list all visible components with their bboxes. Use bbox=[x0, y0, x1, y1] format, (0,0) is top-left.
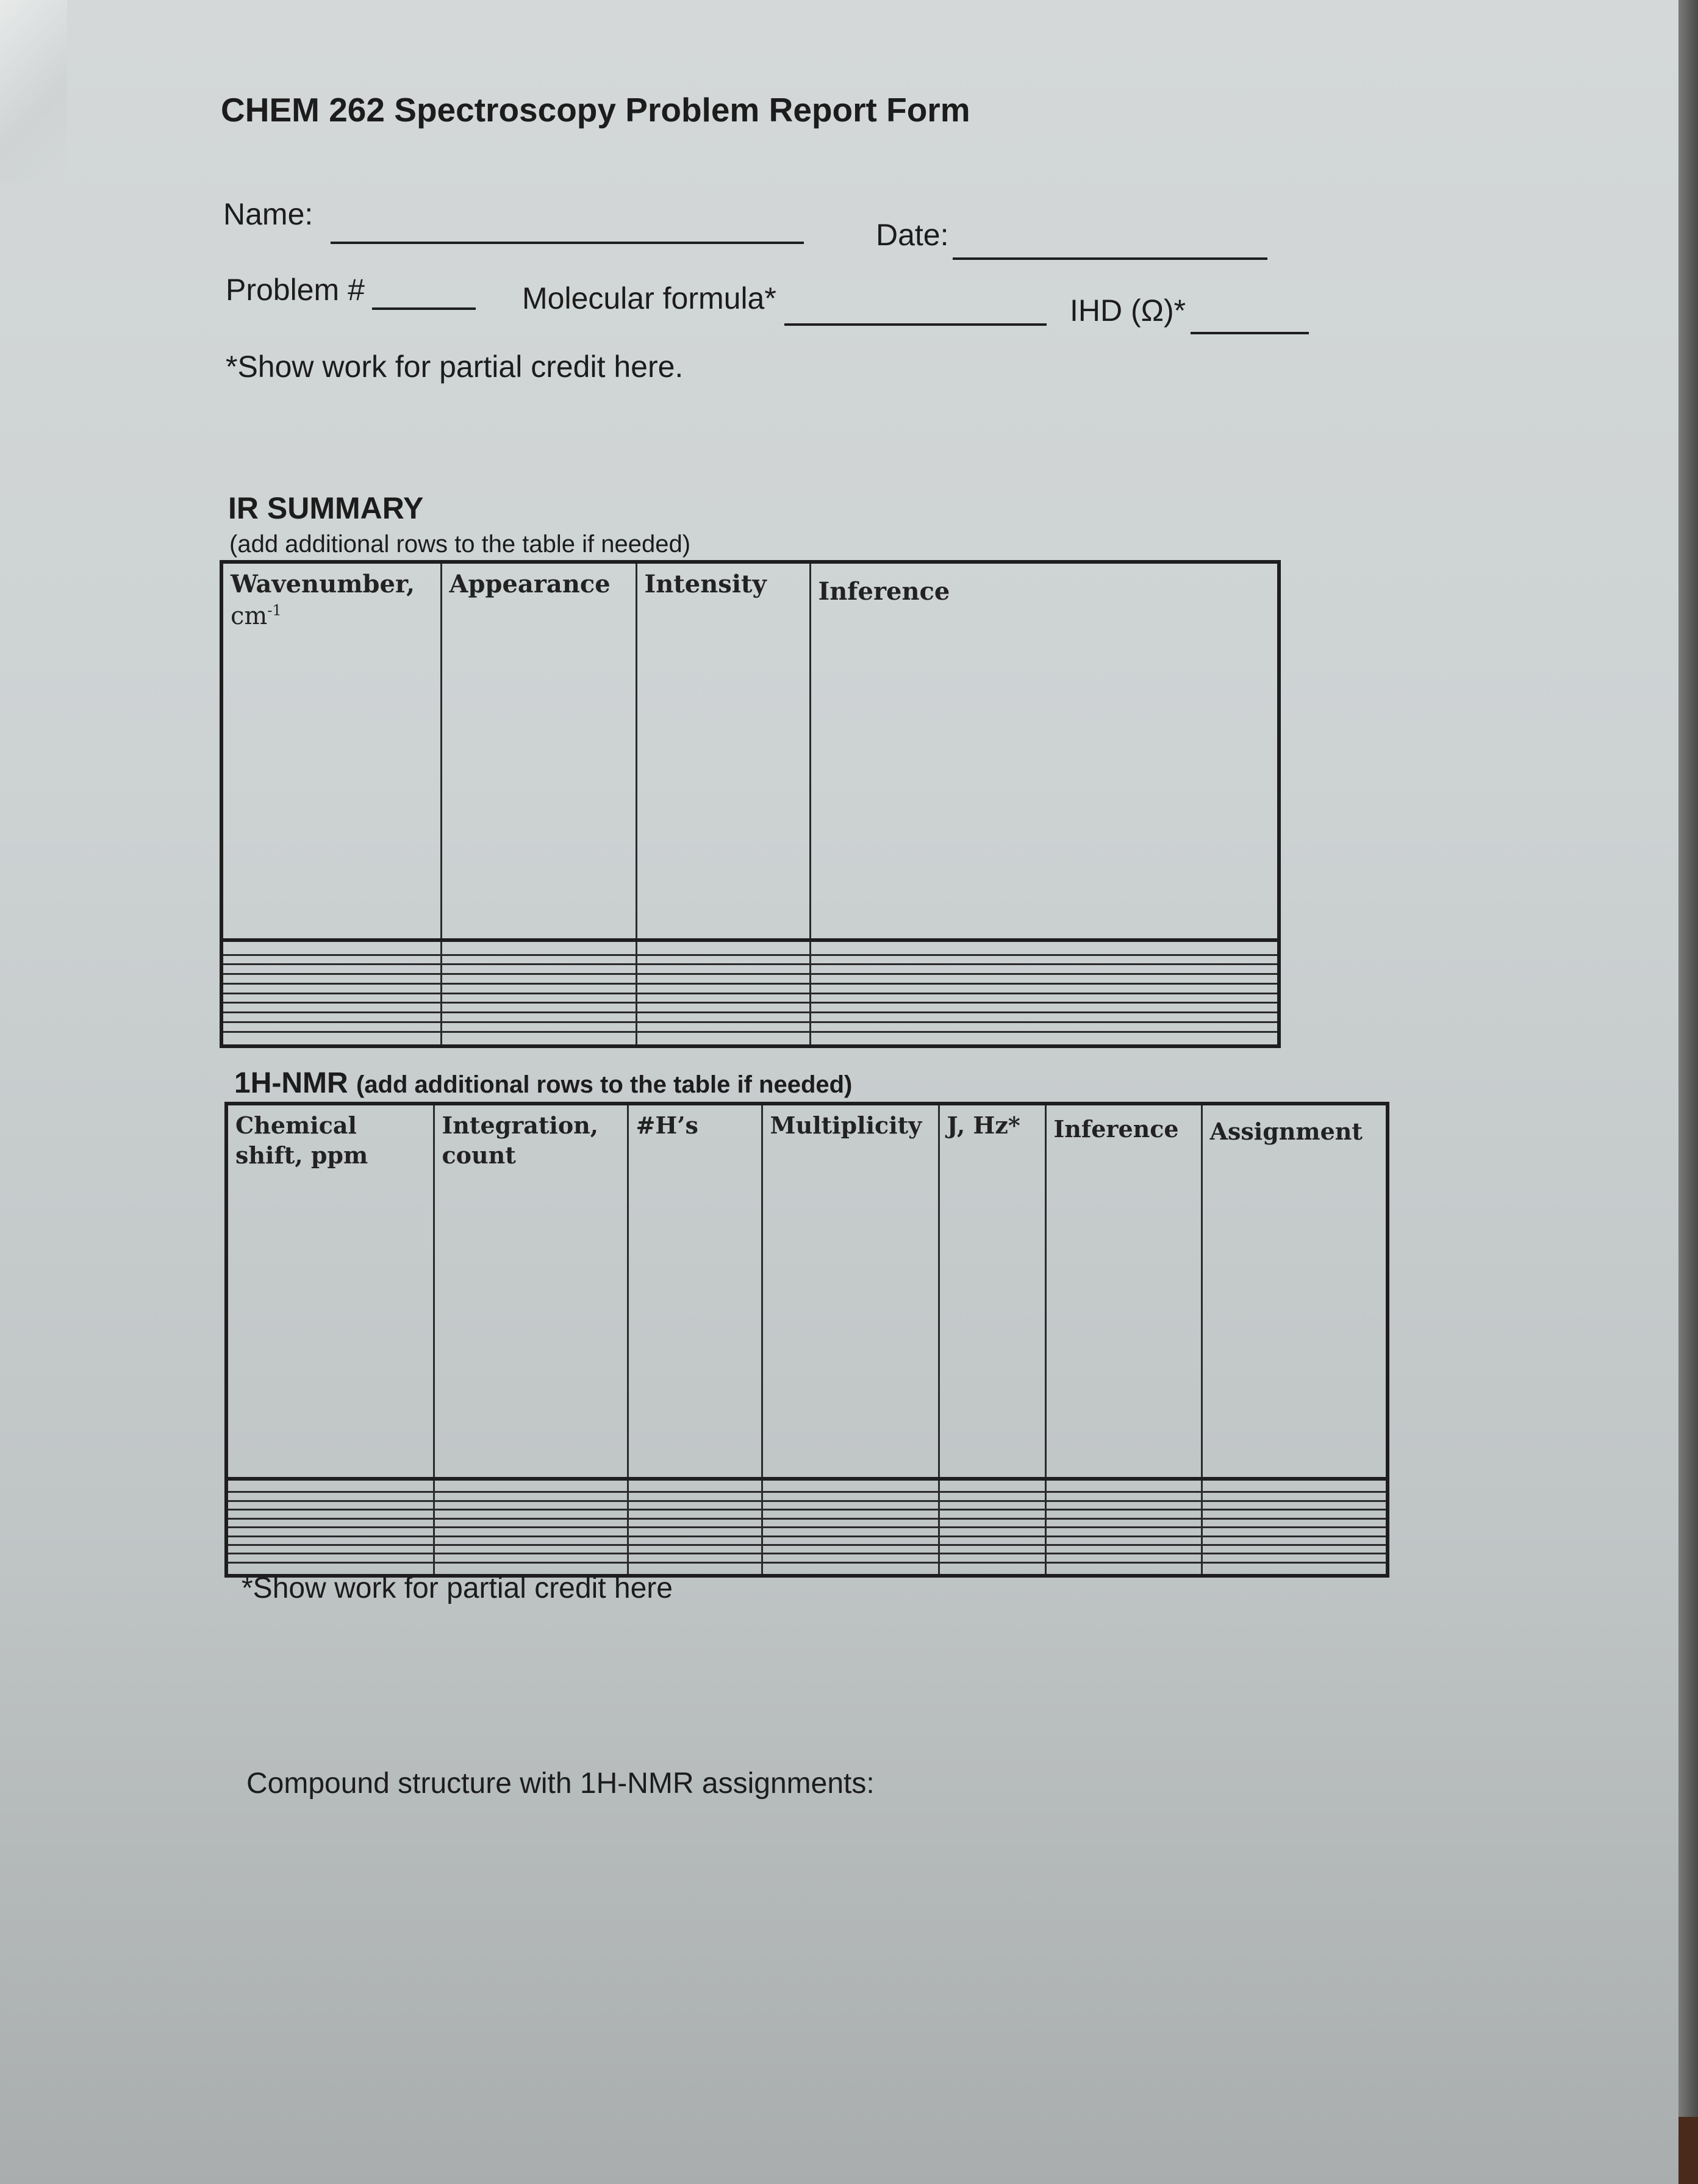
ir-header-inference: Inference bbox=[810, 562, 1279, 940]
nmr-table-row bbox=[226, 1528, 1388, 1536]
nmr-table-cell[interactable] bbox=[226, 1510, 434, 1518]
nmr-table-cell[interactable] bbox=[939, 1528, 1045, 1536]
formula-field-line[interactable] bbox=[784, 323, 1047, 326]
nmr-table-cell[interactable] bbox=[762, 1510, 939, 1518]
nmr-table-cell[interactable] bbox=[1202, 1528, 1388, 1536]
ir-summary-note: (add additional rows to the table if needed) bbox=[229, 531, 691, 558]
nmr-table-cell[interactable] bbox=[434, 1479, 628, 1492]
nmr-header-chemical-shift-1: Chemical bbox=[235, 1112, 357, 1139]
ir-table-cell[interactable] bbox=[441, 983, 636, 993]
nmr-table-cell[interactable] bbox=[628, 1554, 762, 1562]
ir-table-cell[interactable] bbox=[441, 940, 636, 955]
ir-table-cell[interactable] bbox=[810, 940, 1279, 955]
formula-label: Molecular formula* bbox=[522, 281, 776, 315]
ir-table-cell[interactable] bbox=[221, 940, 441, 955]
ir-table-cell[interactable] bbox=[221, 964, 441, 974]
nmr-table-cell[interactable] bbox=[762, 1479, 939, 1492]
nmr-table-cell[interactable] bbox=[628, 1479, 762, 1492]
paper-corner-shadow bbox=[0, 0, 67, 183]
nmr-table-row bbox=[226, 1479, 1388, 1492]
nmr-header-chemical-shift-2: shift, ppm bbox=[235, 1141, 368, 1169]
nmr-table bbox=[224, 1102, 1389, 1578]
ir-table-cell[interactable] bbox=[810, 974, 1279, 984]
ihd-field-line[interactable] bbox=[1191, 332, 1309, 334]
nmr-table-cell[interactable] bbox=[1202, 1518, 1388, 1527]
nmr-table-cell[interactable] bbox=[1045, 1479, 1202, 1492]
ir-table-cell[interactable] bbox=[221, 974, 441, 984]
nmr-table-cell[interactable] bbox=[226, 1545, 434, 1554]
ir-table-cell[interactable] bbox=[810, 1032, 1279, 1046]
nmr-table-cell[interactable] bbox=[939, 1510, 1045, 1518]
ir-table-cell[interactable] bbox=[441, 964, 636, 974]
nmr-header-integration bbox=[434, 1104, 628, 1479]
ir-table-row bbox=[221, 993, 1279, 1003]
ir-table-cell[interactable] bbox=[636, 955, 810, 964]
ir-summary-title: IR SUMMARY bbox=[228, 491, 424, 525]
nmr-table-cell[interactable] bbox=[1202, 1554, 1388, 1562]
ir-table-cell[interactable] bbox=[636, 1022, 810, 1032]
name-field-line[interactable] bbox=[331, 242, 804, 244]
nmr-header-inference: Inference bbox=[1045, 1104, 1202, 1479]
nmr-table-row bbox=[226, 1536, 1388, 1545]
ir-header-unit-sup: -1 bbox=[267, 602, 282, 619]
nmr-table-cell[interactable] bbox=[434, 1554, 628, 1562]
ir-header-appearance: Appearance bbox=[441, 562, 636, 940]
nmr-table-cell[interactable] bbox=[939, 1479, 1045, 1492]
nmr-table-row bbox=[226, 1492, 1388, 1501]
ir-table-row bbox=[221, 1003, 1279, 1013]
nmr-table-cell[interactable] bbox=[628, 1545, 762, 1554]
nmr-table-cell[interactable] bbox=[939, 1554, 1045, 1562]
table-surface bbox=[1678, 2117, 1698, 2184]
ir-header-unit bbox=[231, 602, 282, 630]
nmr-title-line bbox=[234, 1066, 852, 1100]
ir-table-cell[interactable] bbox=[221, 1032, 441, 1046]
nmr-header-multiplicity: Multiplicity bbox=[762, 1104, 939, 1479]
nmr-table-cell[interactable] bbox=[762, 1528, 939, 1536]
problem-field-line[interactable] bbox=[372, 307, 476, 310]
ir-table-cell[interactable] bbox=[636, 964, 810, 974]
ir-table-cell[interactable] bbox=[810, 993, 1279, 1003]
ihd-label: IHD (Ω)* bbox=[1070, 293, 1186, 328]
ir-table-row bbox=[221, 1013, 1279, 1022]
nmr-table-row bbox=[226, 1545, 1388, 1554]
ir-table-cell[interactable] bbox=[441, 1003, 636, 1013]
ir-header-row bbox=[221, 562, 1279, 940]
ir-table-cell[interactable] bbox=[441, 974, 636, 984]
ir-header-wavenumber-label: Wavenumber, bbox=[231, 570, 415, 598]
nmr-table-cell[interactable] bbox=[628, 1492, 762, 1501]
name-label: Name: bbox=[223, 197, 313, 231]
nmr-table-cell[interactable] bbox=[1045, 1518, 1202, 1527]
show-work-note: *Show work for partial credit here. bbox=[226, 350, 684, 384]
show-work-note-2: *Show work for partial credit here bbox=[242, 1572, 673, 1604]
nmr-table-cell[interactable] bbox=[434, 1510, 628, 1518]
nmr-table-cell[interactable] bbox=[939, 1562, 1045, 1576]
ir-table-cell[interactable] bbox=[636, 1013, 810, 1022]
ir-table-row bbox=[221, 1022, 1279, 1032]
ir-header-unit-base: cm bbox=[231, 602, 268, 630]
ir-table-row bbox=[221, 955, 1279, 964]
nmr-table-cell[interactable] bbox=[1045, 1554, 1202, 1562]
compound-structure-label: Compound structure with 1H-NMR assignments: bbox=[246, 1767, 875, 1800]
nmr-table-cell[interactable] bbox=[1045, 1562, 1202, 1576]
ir-table-cell[interactable] bbox=[810, 964, 1279, 974]
ir-table-row bbox=[221, 1032, 1279, 1046]
ir-table-cell[interactable] bbox=[636, 974, 810, 984]
nmr-table-cell[interactable] bbox=[226, 1536, 434, 1545]
ir-table-cell[interactable] bbox=[810, 1003, 1279, 1013]
nmr-table-cell[interactable] bbox=[434, 1492, 628, 1501]
nmr-table-cell[interactable] bbox=[762, 1492, 939, 1501]
background-edge bbox=[1678, 0, 1698, 2184]
ir-table-cell[interactable] bbox=[441, 1022, 636, 1032]
ir-header-wavenumber bbox=[221, 562, 441, 940]
nmr-table-cell[interactable] bbox=[628, 1536, 762, 1545]
nmr-table-cell[interactable] bbox=[939, 1492, 1045, 1501]
ir-table-cell[interactable] bbox=[221, 993, 441, 1003]
ir-table-cell[interactable] bbox=[636, 1032, 810, 1046]
nmr-table-cell[interactable] bbox=[628, 1518, 762, 1527]
nmr-header-j-hz: J, Hz* bbox=[939, 1104, 1045, 1479]
nmr-table-cell[interactable] bbox=[939, 1545, 1045, 1554]
nmr-table-cell[interactable] bbox=[1045, 1536, 1202, 1545]
nmr-header-row bbox=[226, 1104, 1388, 1479]
nmr-table-row bbox=[226, 1518, 1388, 1527]
nmr-table-cell[interactable] bbox=[1202, 1510, 1388, 1518]
nmr-table-cell[interactable] bbox=[762, 1536, 939, 1545]
nmr-table-cell[interactable] bbox=[226, 1479, 434, 1492]
ir-table-cell[interactable] bbox=[810, 955, 1279, 964]
nmr-table-cell[interactable] bbox=[434, 1536, 628, 1545]
ir-table-cell[interactable] bbox=[636, 940, 810, 955]
nmr-title: 1H-NMR bbox=[234, 1067, 348, 1099]
nmr-table-cell[interactable] bbox=[434, 1501, 628, 1509]
nmr-header-integration-2: count bbox=[442, 1141, 516, 1169]
nmr-table-cell[interactable] bbox=[1202, 1492, 1388, 1501]
nmr-table-cell[interactable] bbox=[628, 1501, 762, 1509]
nmr-table-row bbox=[226, 1554, 1388, 1562]
nmr-table-cell[interactable] bbox=[762, 1554, 939, 1562]
ir-table-cell[interactable] bbox=[810, 1013, 1279, 1022]
nmr-table-cell[interactable] bbox=[939, 1518, 1045, 1527]
nmr-table-cell[interactable] bbox=[226, 1518, 434, 1527]
nmr-table-cell[interactable] bbox=[762, 1545, 939, 1554]
nmr-table-cell[interactable] bbox=[226, 1492, 434, 1501]
ir-summary-table bbox=[220, 560, 1281, 1048]
ir-table-row bbox=[221, 974, 1279, 984]
date-label: Date: bbox=[876, 218, 949, 252]
nmr-table-cell[interactable] bbox=[434, 1545, 628, 1554]
nmr-table-cell[interactable] bbox=[1202, 1536, 1388, 1545]
nmr-table-cell[interactable] bbox=[1202, 1545, 1388, 1554]
nmr-table-cell[interactable] bbox=[762, 1562, 939, 1576]
nmr-table-cell[interactable] bbox=[1045, 1492, 1202, 1501]
nmr-header-integration-1: Integration, bbox=[442, 1112, 599, 1139]
ir-table-cell[interactable] bbox=[221, 1003, 441, 1013]
nmr-table-cell[interactable] bbox=[762, 1501, 939, 1509]
nmr-table-cell[interactable] bbox=[434, 1518, 628, 1527]
nmr-table-cell[interactable] bbox=[1045, 1510, 1202, 1518]
ir-table-cell[interactable] bbox=[636, 993, 810, 1003]
nmr-table-cell[interactable] bbox=[762, 1518, 939, 1527]
ir-table-cell[interactable] bbox=[441, 993, 636, 1003]
ir-table-cell[interactable] bbox=[441, 1032, 636, 1046]
ir-table-cell[interactable] bbox=[810, 983, 1279, 993]
nmr-table-cell[interactable] bbox=[434, 1528, 628, 1536]
nmr-note: (add additional rows to the table if needed) bbox=[356, 1071, 853, 1098]
nmr-table-cell[interactable] bbox=[1045, 1528, 1202, 1536]
nmr-header-h-count: #H’s bbox=[628, 1104, 762, 1479]
ir-table-cell[interactable] bbox=[636, 983, 810, 993]
nmr-table-cell[interactable] bbox=[1202, 1501, 1388, 1509]
nmr-table-cell[interactable] bbox=[939, 1501, 1045, 1509]
nmr-table-cell[interactable] bbox=[1045, 1545, 1202, 1554]
nmr-table-cell[interactable] bbox=[628, 1528, 762, 1536]
nmr-table-cell[interactable] bbox=[939, 1536, 1045, 1545]
nmr-table-cell[interactable] bbox=[226, 1554, 434, 1562]
nmr-table-cell[interactable] bbox=[1045, 1501, 1202, 1509]
ir-header-intensity: Intensity bbox=[636, 562, 810, 940]
ir-table-cell[interactable] bbox=[810, 1022, 1279, 1032]
problem-label: Problem # bbox=[226, 273, 365, 307]
ir-table-cell[interactable] bbox=[441, 955, 636, 964]
ir-table-cell[interactable] bbox=[636, 1003, 810, 1013]
ir-table-cell[interactable] bbox=[221, 983, 441, 993]
nmr-table-cell[interactable] bbox=[226, 1501, 434, 1509]
nmr-table-row bbox=[226, 1510, 1388, 1518]
nmr-table-cell[interactable] bbox=[226, 1528, 434, 1536]
ir-table-cell[interactable] bbox=[441, 1013, 636, 1022]
form-title: CHEM 262 Spectroscopy Problem Report Form bbox=[221, 91, 970, 129]
nmr-header-chemical-shift bbox=[226, 1104, 434, 1479]
nmr-table-cell[interactable] bbox=[628, 1510, 762, 1518]
ir-table-cell[interactable] bbox=[221, 955, 441, 964]
nmr-table-cell[interactable] bbox=[1202, 1479, 1388, 1492]
ir-table-cell[interactable] bbox=[221, 1013, 441, 1022]
date-field-line[interactable] bbox=[953, 257, 1267, 260]
nmr-header-assignment: Assignment bbox=[1202, 1104, 1388, 1479]
ir-table-row bbox=[221, 983, 1279, 993]
ir-table-cell[interactable] bbox=[221, 1022, 441, 1032]
ir-table-row bbox=[221, 964, 1279, 974]
ir-table-row bbox=[221, 940, 1279, 955]
nmr-table-row bbox=[226, 1501, 1388, 1509]
nmr-table-cell[interactable] bbox=[1202, 1562, 1388, 1576]
